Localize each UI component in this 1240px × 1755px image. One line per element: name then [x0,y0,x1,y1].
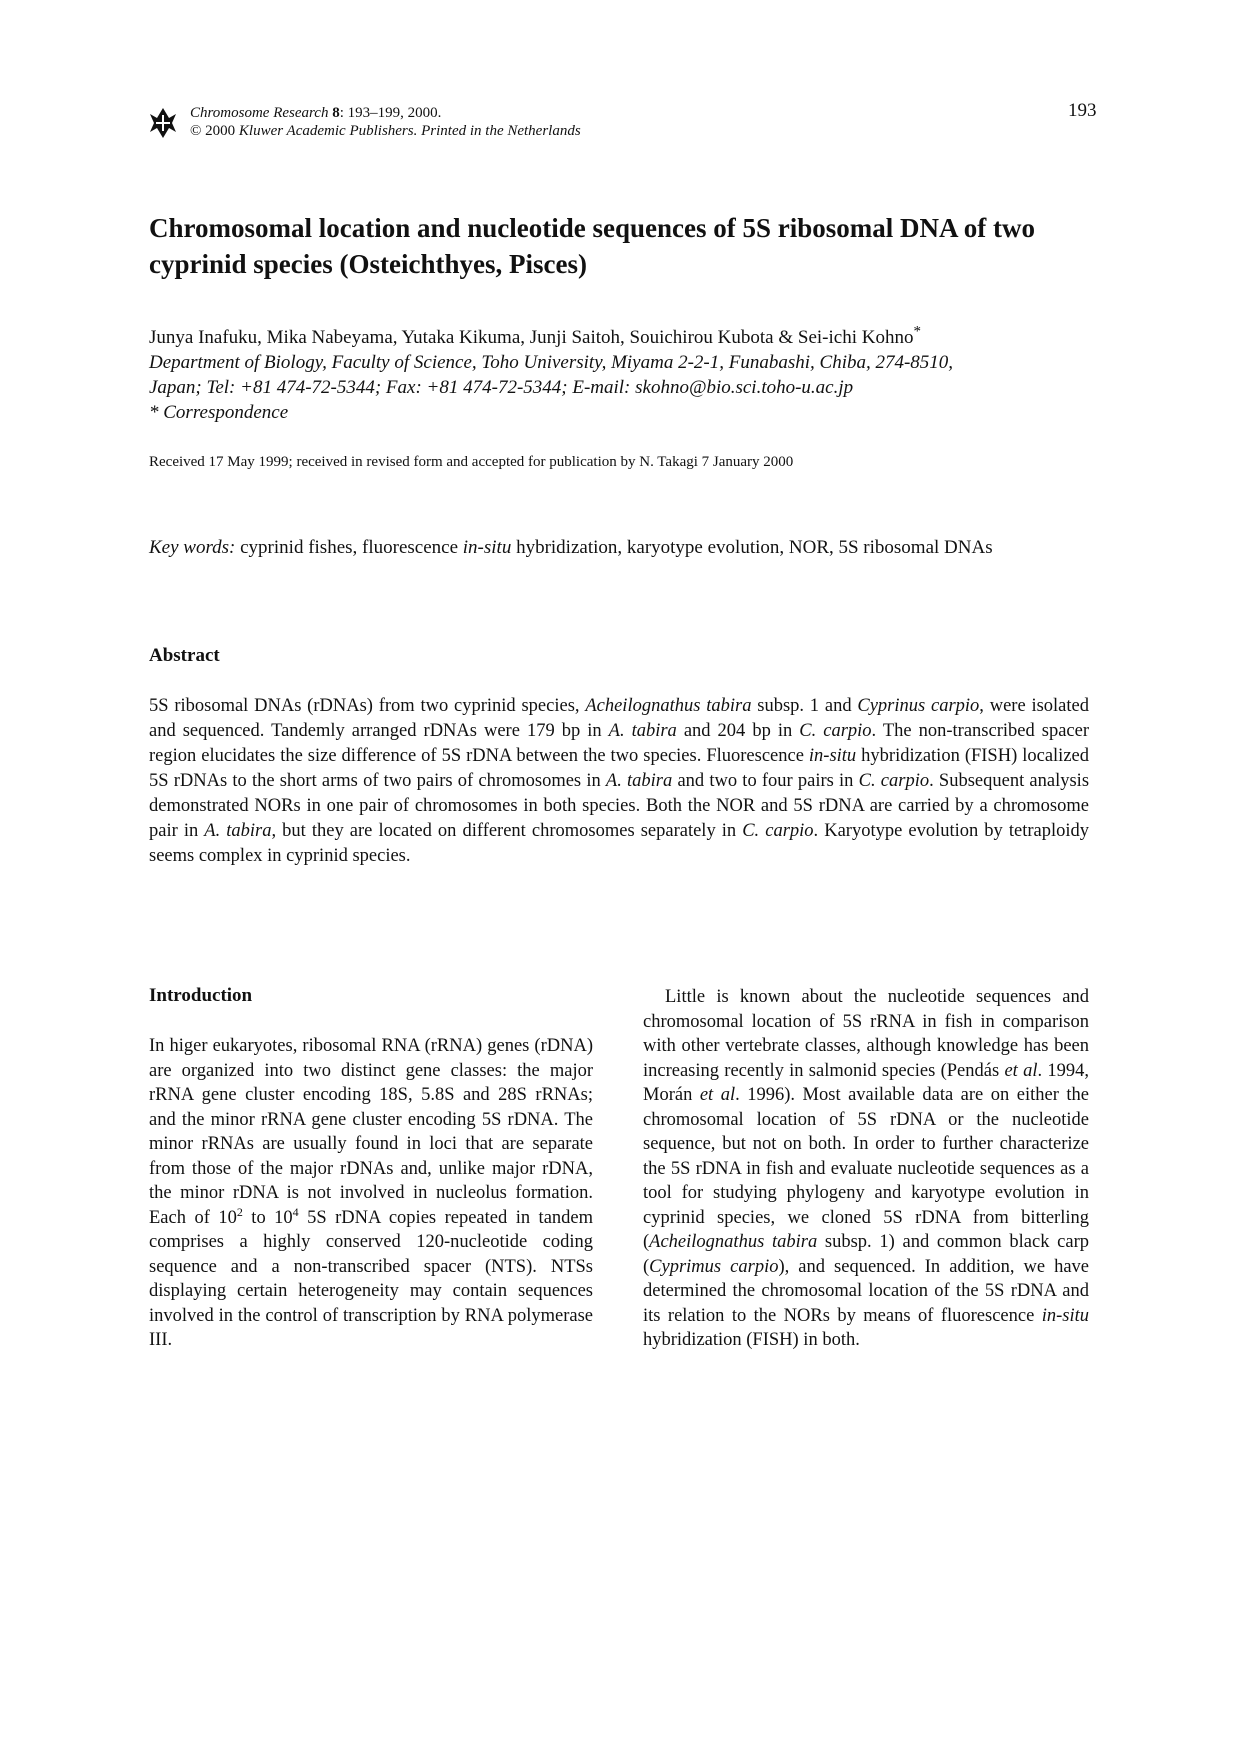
species-name: Acheilognathus tabira [585,696,752,716]
species-name: C. carpio [799,721,872,741]
keywords [149,537,993,559]
species-name: C. carpio [858,771,930,791]
abstract-text: subsp. 1 and [751,696,858,716]
correspondence-note: * Correspondence [149,402,289,423]
species-name: A. tabira [605,771,673,791]
abstract-text: hybridization (FISH) localized 5S rDNAs to the short arms of two pairs of chromosomes in [149,746,1089,791]
affiliation-line-2: Japan; Tel: +81 474-72-5344; Fax: +81 474-72-5344; E-mail: skohno@bio.sci.toho-u.ac.jp [149,377,854,398]
keywords-text-2: in-situ [462,537,512,558]
species-name: Cyprimus carpio [649,1256,779,1277]
journal-citation [190,104,581,140]
journal-pages-year: : 193–199, 2000. [339,105,442,121]
article-title: Chromosomal location and nucleotide sequences of 5S ribosomal DNA of two cyprinid species (Osteichthyes, Pisces) [149,213,1036,279]
abstract-text: . Karyotype evolution by tetraploidy seems complex in cyprinid species. [149,821,1090,866]
copyright-year: 2000 [205,123,236,139]
journal-name: Chromosome Research [190,105,329,121]
emphasis-term: in-situ [1041,1305,1089,1326]
publisher-logo-icon [149,106,177,140]
keywords-text-3: hybridization, karyotype evolution, NOR, 5S ribosomal DNAs [511,537,993,558]
abstract-heading: Abstract [149,645,220,666]
keywords-label: Key words: [149,537,236,558]
introduction-column-1 [149,1034,593,1353]
author-correspondence-mark: * [913,323,921,340]
page-number: 193 [1068,100,1097,121]
intro-text: In higer eukaryotes, ribosomal RNA (rRNA) genes (rDNA) are organized into two distinct gene classes: the major rRNA gene cluster encoding 18S, 5.8S and 28S rRNAs; and the minor rRNA gene cluster encoding 5S rDNA. The minor rRNAs are usually found in loci that are separate from those of the major rDNAs and, unlike major rDNA, the minor rDNA is not involved in nucleolus formation. Each of 10 [149,1036,593,1228]
intro-text: to 10 [242,1207,293,1228]
exponent: 2 [236,1204,243,1219]
intro-text: ), and sequenced. In addition, we have determined the chromosomal location of the 5S rDNA and its relation to the NORs by means of fluorescence [643,1256,1090,1326]
author-block [149,325,1109,425]
keywords-text-1: cyprinid fishes, fluorescence [240,537,463,558]
species-name: Acheilognathus tabira [649,1232,818,1252]
intro-text: Little is known about the nucleotide sequences and chromosomal location of 5S rRNA in fish in comparison with other vertebrate classes, although knowledge has been increasing recently in salmonid species (Pendás [643,987,1089,1081]
species-name: A. tabira [204,821,272,841]
intro-text: hybridization (FISH) in both. [643,1330,860,1350]
species-name: A. tabira [608,721,677,741]
copyright-symbol: © [190,123,202,139]
species-name: C. carpio [742,821,814,841]
intro-text: 5S rDNA copies repeated in tandem comprises a highly conserved 120-nucleotide coding sequence and a non-transcribed spacer (NTS). NTSs displaying certain heterogeneity may contain sequences involved in the control of transcription by RNA polymerase III. [149,1207,594,1350]
citation-etal: et al [699,1085,736,1105]
publisher-line: Kluwer Academic Publishers. Printed in the Netherlands [238,123,581,139]
abstract-text: , but they are located on different chromosomes separately in [271,821,743,841]
species-name: Cyprinus carpio [857,696,980,716]
abstract-text: and 204 bp in [676,721,800,741]
abstract-text: . Subsequent analysis demonstrated NORs in one pair of chromosomes in both species. Both the NOR and 5S rDNA are carried by a chromosome pair in [149,771,1090,841]
abstract-text: 5S ribosomal DNAs (rDNAs) from two cyprinid species, [149,696,586,716]
exponent: 4 [292,1204,299,1219]
introduction-heading: Introduction [149,985,253,1006]
affiliation-line-1: Department of Biology, Faculty of Science, Toho University, Miyama 2-2-1, Funabashi, Chiba, 274-8510, [149,352,954,373]
citation-etal: et al [1004,1060,1038,1081]
emphasis-term: in-situ [808,746,857,766]
intro-text: . 1996). Most available data are on either the chromosomal location of 5S rDNA or the nucleotide sequence, but not on both. In order to further characterize the 5S rDNA in fish and evaluate nucleotide sequences as a tool for studying phylogeny and karyotype evolution in cyprinid species, we cloned 5S rDNA from bitterling ( [643,1085,1090,1252]
abstract-body [149,694,1089,869]
abstract-text: . The non-transcribed spacer region elucidates the size difference of 5S rDNA between the two species. Fluorescence [149,721,1089,766]
abstract-text: and two to four pairs in [672,771,859,791]
author-list: Junya Inafuku, Mika Nabeyama, Yutaka Kikuma, Junji Saitoh, Souichirou Kubota & Sei-ichi Kohno [149,327,914,348]
introduction-column-2 [643,985,1089,1353]
abstract-text: , were isolated and sequenced. Tandemly arranged rDNAs were 179 bp in [149,696,1089,741]
intro-text: subsp. 1) and common black carp ( [643,1232,1089,1277]
intro-text: . 1994, Morán [643,1060,1089,1105]
journal-volume: 8 [332,105,340,121]
received-dates: Received 17 May 1999; received in revised form and accepted for publication by N. Takagi 7 January 2000 [149,454,794,470]
